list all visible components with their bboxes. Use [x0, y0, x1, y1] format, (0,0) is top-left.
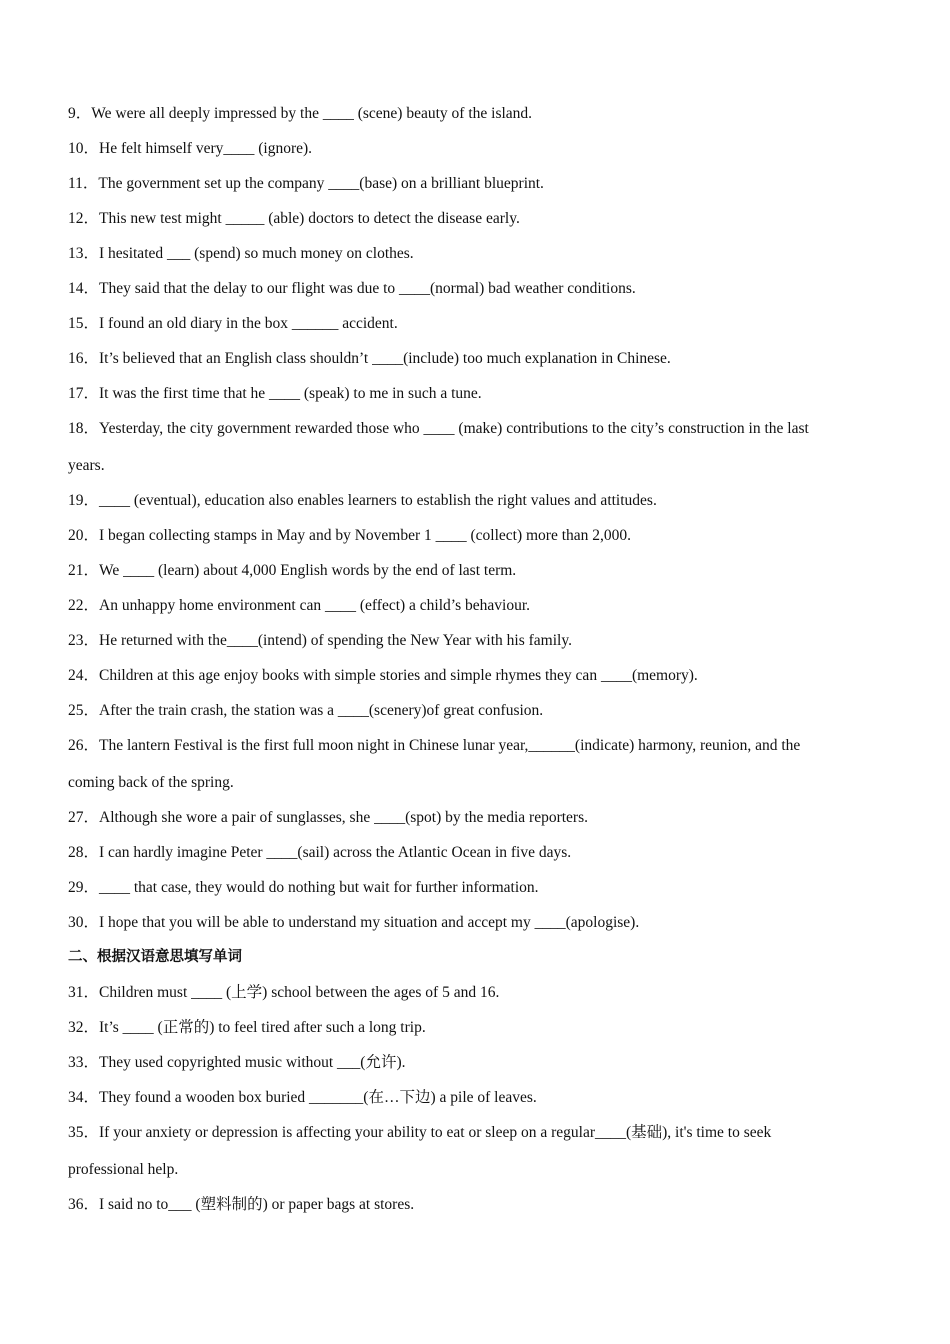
- question-17: 17．It was the first time that he ____ (speak) to me in such a tune.: [68, 385, 482, 402]
- question-30: 30．I hope that you will be able to understand my situation and accept my ____(apologise).: [68, 914, 640, 931]
- question-28: 28．I can hardly imagine Peter ____(sail) across the Atlantic Ocean in five days.: [68, 844, 572, 861]
- part2-list: [68, 975, 878, 1222]
- question-18-line-2: years.: [68, 457, 105, 474]
- question-16: 16．It’s believed that an English class shouldn’t ____(include) too much explanation in Chinese.: [68, 350, 671, 367]
- question-23: 23．He returned with the____(intend) of spending the New Year with his family.: [68, 632, 572, 649]
- question-21: 21．We ____ (learn) about 4,000 English words by the end of last term.: [68, 562, 517, 579]
- question-22: 22．An unhappy home environment can ____ (effect) a child’s behaviour.: [68, 597, 531, 614]
- question-9: 9．We were all deeply impressed by the ____ (scene) beauty of the island.: [68, 105, 533, 122]
- question-36: 36．I said no to___ (塑料制的) or paper bags at stores.: [68, 1196, 415, 1213]
- question-35: [68, 1115, 878, 1187]
- question-18-line-1: 18．Yesterday, the city government rewarded those who ____ (make) contributions to the city’s construction in the last: [68, 420, 809, 437]
- question-29: 29．____ that case, they would do nothing but wait for further information.: [68, 879, 539, 896]
- question-15: 15．I found an old diary in the box ______ accident.: [68, 315, 398, 332]
- question-26: [68, 728, 878, 800]
- question-26-line-1: 26．The lantern Festival is the first full moon night in Chinese lunar year,______(indicate) harmony, reunion, and the: [68, 737, 801, 754]
- question-10: 10．He felt himself very____ (ignore).: [68, 140, 313, 157]
- question-11: 11．The government set up the company ____(base) on a brilliant blueprint.: [68, 175, 544, 192]
- question-35-line-1: 35．If your anxiety or depression is affecting your ability to eat or sleep on a regular____(基础), it's time to seek: [68, 1124, 772, 1141]
- question-12: 12．This new test might _____ (able) doctors to detect the disease early.: [68, 210, 520, 227]
- question-13: 13．I hesitated ___ (spend) so much money on clothes.: [68, 245, 414, 262]
- part1-list: [68, 96, 878, 940]
- question-33: 33．They used copyrighted music without ___(允许).: [68, 1054, 406, 1071]
- question-24: 24．Children at this age enjoy books with simple stories and simple rhymes they can ____(memory).: [68, 667, 698, 684]
- question-31: 31．Children must ____ (上学) school between the ages of 5 and 16.: [68, 984, 500, 1001]
- question-26-line-2: coming back of the spring.: [68, 774, 234, 791]
- question-25: 25．After the train crash, the station was a ____(scenery)of great confusion.: [68, 702, 544, 719]
- question-14: 14．They said that the delay to our flight was due to ____(normal) bad weather conditions.: [68, 280, 636, 297]
- question-18: [68, 411, 878, 483]
- question-27: 27．Although she wore a pair of sunglasses, she ____(spot) by the media reporters.: [68, 809, 588, 826]
- question-19: 19．____ (eventual), education also enables learners to establish the right values and attitudes.: [68, 492, 657, 509]
- question-34: 34．They found a wooden box buried _______(在…下边) a pile of leaves.: [68, 1089, 537, 1106]
- section-2-heading: 二、根据汉语意思填写单词: [68, 949, 242, 965]
- question-32: 32．It’s ____ (正常的) to feel tired after such a long trip.: [68, 1019, 426, 1036]
- worksheet-page: [68, 96, 878, 1222]
- question-20: 20．I began collecting stamps in May and by November 1 ____ (collect) more than 2,000.: [68, 527, 632, 544]
- question-35-line-2: professional help.: [68, 1161, 179, 1178]
